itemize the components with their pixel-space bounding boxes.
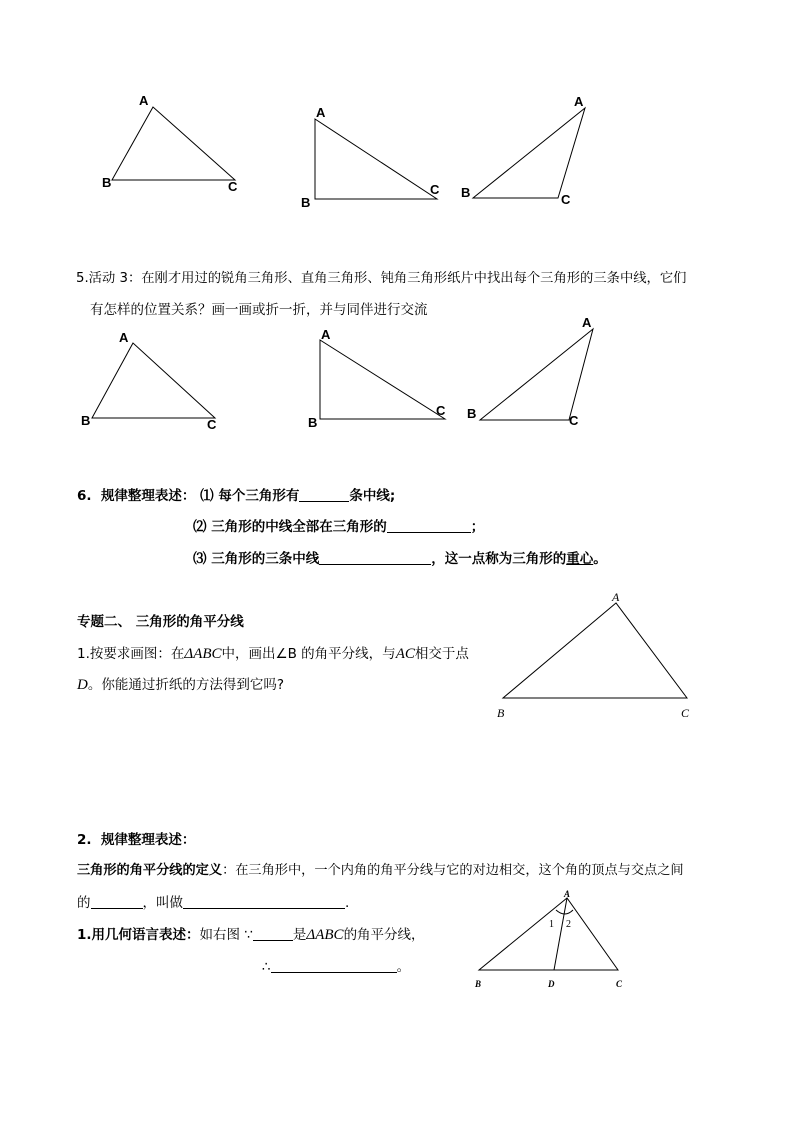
label-c: C: [430, 182, 440, 197]
blank-conclusion[interactable]: [271, 958, 397, 973]
q5-line1: 5.活动 3：在刚才用过的锐角三角形、直角三角形、钝角三角形纸片中找出每个三角形的三条中线，它们: [76, 271, 687, 286]
blank-def-name[interactable]: [183, 894, 345, 909]
blank-median-count[interactable]: [299, 487, 349, 502]
topic2-title: 专题二、 三角形的角平分线: [77, 614, 244, 630]
label-a: A: [321, 327, 331, 342]
q6-p3-text: 三角形的三条中线: [211, 551, 320, 567]
s2-heading: [77, 831, 195, 849]
label-a: A: [139, 93, 149, 108]
label-c: C: [569, 413, 579, 428]
topic2-q1-d: 。你能通过折纸的方法得到它吗?: [87, 677, 285, 693]
q6-p1-after: 条中线;: [349, 488, 396, 504]
s2-geometry: [77, 926, 425, 944]
therefore-symbol: ∴: [262, 959, 271, 975]
topic2-q1-b: 中，画出∠B 的角平分线，与: [221, 646, 396, 662]
blank-median-location[interactable]: [387, 518, 471, 533]
q6-p2-num: ⑵: [193, 519, 207, 535]
q6-heading: [77, 487, 395, 505]
q6-point3: [193, 550, 607, 568]
right-triangle-2: [320, 340, 445, 419]
label-b: B: [308, 415, 318, 430]
q6-point2: [193, 518, 484, 536]
topic2-tri: ΔABC: [184, 646, 222, 662]
topic2-triangle: [503, 603, 687, 698]
s2-geo-bold: 用几何语言表述：: [91, 927, 200, 943]
q6-p2-after: ；: [470, 519, 485, 535]
label-c: C: [228, 179, 238, 194]
label-a: A: [612, 590, 620, 604]
s2-geo-is: 是: [292, 927, 307, 943]
label-a: A: [574, 94, 584, 109]
label-c: C: [616, 979, 623, 989]
topic2-q1-line1: [77, 645, 469, 663]
s2-end: 。: [396, 959, 411, 975]
bisector-triangle: [479, 898, 618, 970]
s2-heading-text: 规律整理表述：: [100, 832, 196, 848]
q6-p3-end: 。: [593, 551, 607, 567]
s2-def2-b: ，叫做: [142, 895, 183, 911]
label-c: C: [561, 192, 571, 207]
s2-definition: [77, 862, 684, 880]
q6-p2-text: 三角形的中线全部在三角形的: [211, 519, 387, 535]
label-b: B: [467, 406, 477, 421]
topic2-q1-line2: [77, 676, 284, 694]
acute-triangle-2: [92, 343, 215, 418]
s2-geo-tail: 的角平分线，: [343, 927, 425, 943]
label-a: A: [564, 889, 571, 899]
label-a: A: [119, 330, 129, 345]
obtuse-triangle-2: [480, 329, 593, 420]
q6-title: 规律整理表述：: [100, 488, 196, 504]
topic2-q1-a: 1.按要求画图：在: [77, 646, 185, 662]
s2-heading-num: 2.: [77, 832, 92, 848]
q6-p1-text: 每个三角形有: [218, 488, 300, 504]
acute-triangle-1: [112, 107, 235, 180]
topic2-q1-c: 相交于点: [414, 646, 469, 662]
s2-def2-a: 的: [77, 895, 91, 911]
s2-geo-text: 如右图 ∵: [199, 927, 253, 943]
label-d: D: [548, 979, 555, 989]
s2-def2-end: .: [345, 895, 350, 911]
label-c: C: [207, 417, 217, 432]
angle-label-2: 2: [566, 919, 571, 930]
blank-bisector[interactable]: [253, 926, 293, 941]
s2-def-text: ：在三角形中，一个内角的角平分线与它的对边相交，这个角的顶点与交点之间: [222, 863, 684, 878]
right-triangle-1: [315, 119, 437, 199]
topic2-d: D: [77, 677, 88, 693]
s2-tri: ΔABC: [306, 927, 344, 943]
label-c: C: [681, 706, 690, 720]
label-b: B: [475, 979, 482, 989]
s2-def-bold: 三角形的角平分线的定义: [77, 863, 223, 878]
topic2-ac: AC: [395, 646, 415, 662]
label-a: A: [316, 105, 326, 120]
q6-number: 6.: [77, 488, 92, 504]
label-a: A: [582, 315, 592, 330]
q6-p3-bold: 重心: [566, 551, 594, 567]
s2-definition-line2: [77, 894, 349, 912]
obtuse-triangle-1: [473, 108, 585, 198]
q5-line2: 有怎样的位置关系？画一画或折一折，并与同伴进行交流: [90, 302, 428, 318]
label-b: B: [461, 185, 471, 200]
s2-geo-num: 1.: [77, 927, 92, 943]
label-b: B: [497, 706, 505, 720]
q6-p3-after: ，这一点称为三角形的: [431, 551, 567, 567]
q6-p1-num: ⑴: [200, 488, 214, 504]
angle-label-1: 1: [549, 919, 554, 930]
q6-p3-num: ⑶: [193, 551, 207, 567]
blank-median-relation[interactable]: [319, 550, 431, 565]
label-b: B: [81, 413, 91, 428]
blank-def-segment[interactable]: [91, 894, 143, 909]
label-b: B: [102, 175, 112, 190]
label-c: C: [436, 403, 446, 418]
s2-therefore-line: [262, 958, 410, 976]
label-b: B: [301, 195, 311, 210]
bisector-line-ad: [554, 898, 567, 970]
